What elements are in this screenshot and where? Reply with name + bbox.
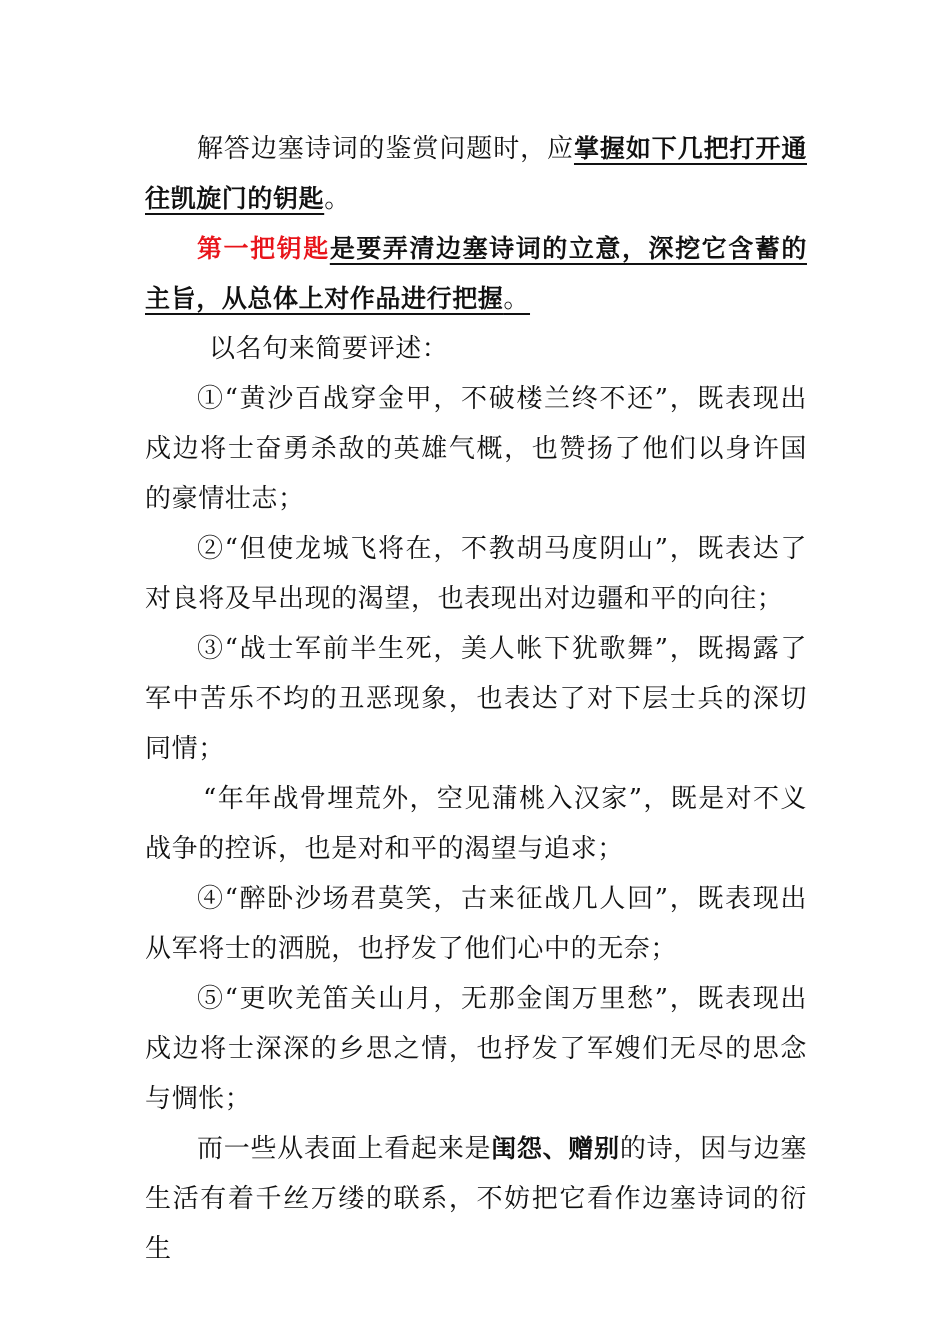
quote-item-1: ①“黄沙百战穿金甲，不破楼兰终不还”，既表现出戍边将士奋勇杀敌的英雄气概，也赞扬了他们以身许国的豪情壮志； — [145, 384, 807, 514]
intro-tail: 。 — [324, 184, 351, 214]
first-key-paragraph — [145, 224, 807, 324]
quote-item-unnumbered: “年年战骨埋荒外，空见蒲桃入汉家”，既是对不义战争的控诉，也是对和平的渴望与追求； — [145, 784, 807, 864]
first-key-emphasis: 是要弄清边塞诗词的立意，深挖它含蓄的主旨，从总体上对作品进行把握 — [145, 234, 807, 313]
quote-item-3: ③“战士军前半生死，美人帐下犹歌舞”，既揭露了军中苦乐不均的丑恶现象，也表达了对下层士兵的深切同情； — [145, 634, 807, 764]
intro-emphasis: 掌握如下几把打开通往凯旋门的钥匙 — [145, 134, 807, 213]
intro-paragraph — [145, 124, 807, 224]
closing-post: 的诗，因与边塞生活有着千丝万缕的联系，不妨把它看作边塞诗词的衍生 — [145, 1134, 807, 1264]
closing-pre: 而一些从表面上看起来是 — [197, 1134, 492, 1164]
first-key-label: 第一把钥匙 — [197, 234, 330, 263]
quote-item-4: ④“醉卧沙场君莫笑，古来征战几人回”，既表现出从军将士的洒脱，也抒发了他们心中的无奈； — [145, 884, 807, 964]
quote-item-5: ⑤“更吹羌笛关山月，无那金闺万里愁”，既表现出戍边将士深深的乡思之情，也抒发了军嫂们无尽的思念与惆怅； — [145, 984, 807, 1114]
quote-item-2: ②“但使龙城飞将在，不教胡马度阴山”，既表达了对良将及早出现的渴望，也表现出对边疆和平的向往； — [145, 534, 807, 614]
closing-paragraph — [145, 1124, 807, 1274]
first-key-tail: 。 — [503, 284, 531, 314]
closing-emphasis: 闺怨、赠别 — [491, 1134, 620, 1163]
famous-lines-intro: 以名句来简要评述： — [209, 334, 449, 364]
document-body — [145, 124, 807, 1274]
intro-text: 解答边塞诗词的鉴赏问题时，应 — [197, 134, 574, 164]
